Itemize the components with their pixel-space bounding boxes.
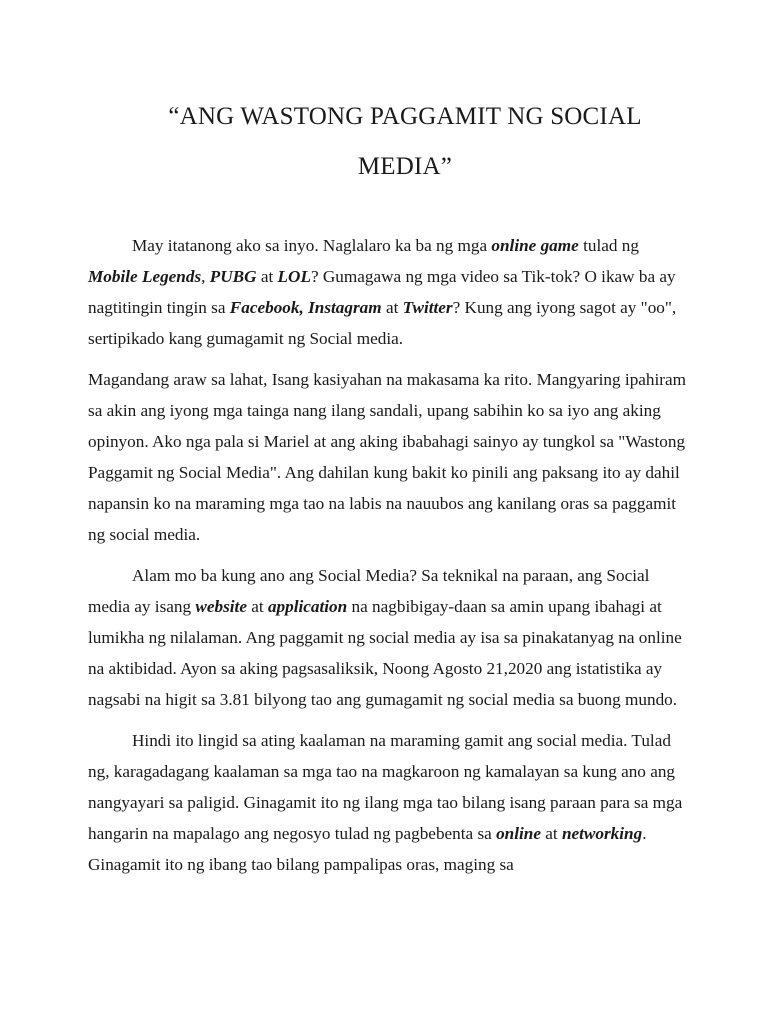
paragraph-text: at bbox=[540, 824, 562, 843]
paragraph-text: Magandang araw sa lahat, Isang kasiyahan na makasama ka rito. Mangyaring ipahiram sa akin ang iyong mga tainga nang ilang sandali, upang sabihin ko sa iyo ang aking opinyon. Ako nga pala si Mariel at ang aking ibabahagi sainyo ay tungkol sa "Wastong Paggamit ng Social Media". Ang dahilan kung bakit ko pinili ang paksang ito ay dahil napansin ko na maraming mga tao na labis na nauubos ang kanilang oras sa paggamit ng social media. bbox=[88, 370, 687, 544]
paragraph-text: Hindi ito lingid sa ating kaalaman na maraming gamit ang social media. Tulad ng, karagadagang kaalaman sa mga tao na magkaroon ng kamalayan sa kung ano ang nangyayari sa paligid. Ginagamit ito ng ilang mga tao bilang isang paraan para sa mga hangarin na mapalago ang negosyo tulad ng pagbebenta sa bbox=[88, 731, 683, 843]
paragraph-text: ? Kung ang iyong sagot ay "oo", sertipikado kang gumagamit ng Social media. bbox=[88, 298, 677, 348]
emphasized-term: application bbox=[267, 597, 348, 616]
paragraph bbox=[88, 230, 688, 354]
paragraph-text: tulad ng bbox=[578, 236, 639, 255]
paragraph-text: . Ginagamit ito ng ibang tao bilang pampalipas oras, maging sa bbox=[88, 824, 647, 874]
paragraph-text: May itatanong ako sa inyo. Naglalaro ka ba ng mga bbox=[132, 236, 492, 255]
emphasized-term: online bbox=[496, 824, 541, 843]
paragraph-text: ? Gumagawa ng mga video sa Tik-tok? O ikaw ba ay nagtitingin tingin sa bbox=[88, 267, 676, 317]
emphasized-term: LOL bbox=[277, 267, 311, 286]
paragraph-text: at bbox=[256, 267, 278, 286]
document-body bbox=[88, 230, 688, 890]
emphasized-term: website bbox=[195, 597, 247, 616]
emphasized-term: PUBG bbox=[209, 267, 257, 286]
paragraph bbox=[88, 725, 688, 880]
document-title: “ANG WASTONG PAGGAMIT NG SOCIAL MEDIA” bbox=[168, 103, 642, 180]
paragraph-text: Alam mo ba kung ano ang Social Media? Sa teknikal na paraan, ang Social media ay isang bbox=[88, 566, 650, 616]
emphasized-term: online game bbox=[491, 236, 579, 255]
emphasized-term: Facebook, Instagram bbox=[229, 298, 382, 317]
emphasized-term: networking bbox=[561, 824, 643, 843]
paragraph bbox=[88, 560, 688, 715]
paragraph-text: , bbox=[201, 267, 210, 286]
paragraph-text: at bbox=[246, 597, 268, 616]
paragraph-text: na nagbibigay-daan sa amin upang ibahagi at lumikha ng nilalaman. Ang paggamit ng social media ay isa sa pinakatanyag na online na aktibidad. Ayon sa aking pagsasaliksik, Noong Agosto 21,2020 ang istatistika ay nagsabi na higit sa 3.81 bilyong tao ang gumagamit ng social media sa buong mundo. bbox=[88, 597, 682, 709]
emphasized-term: Mobile Legends bbox=[88, 267, 202, 286]
paragraph bbox=[88, 364, 688, 550]
paragraph-text: at bbox=[381, 298, 403, 317]
emphasized-term: Twitter bbox=[402, 298, 453, 317]
